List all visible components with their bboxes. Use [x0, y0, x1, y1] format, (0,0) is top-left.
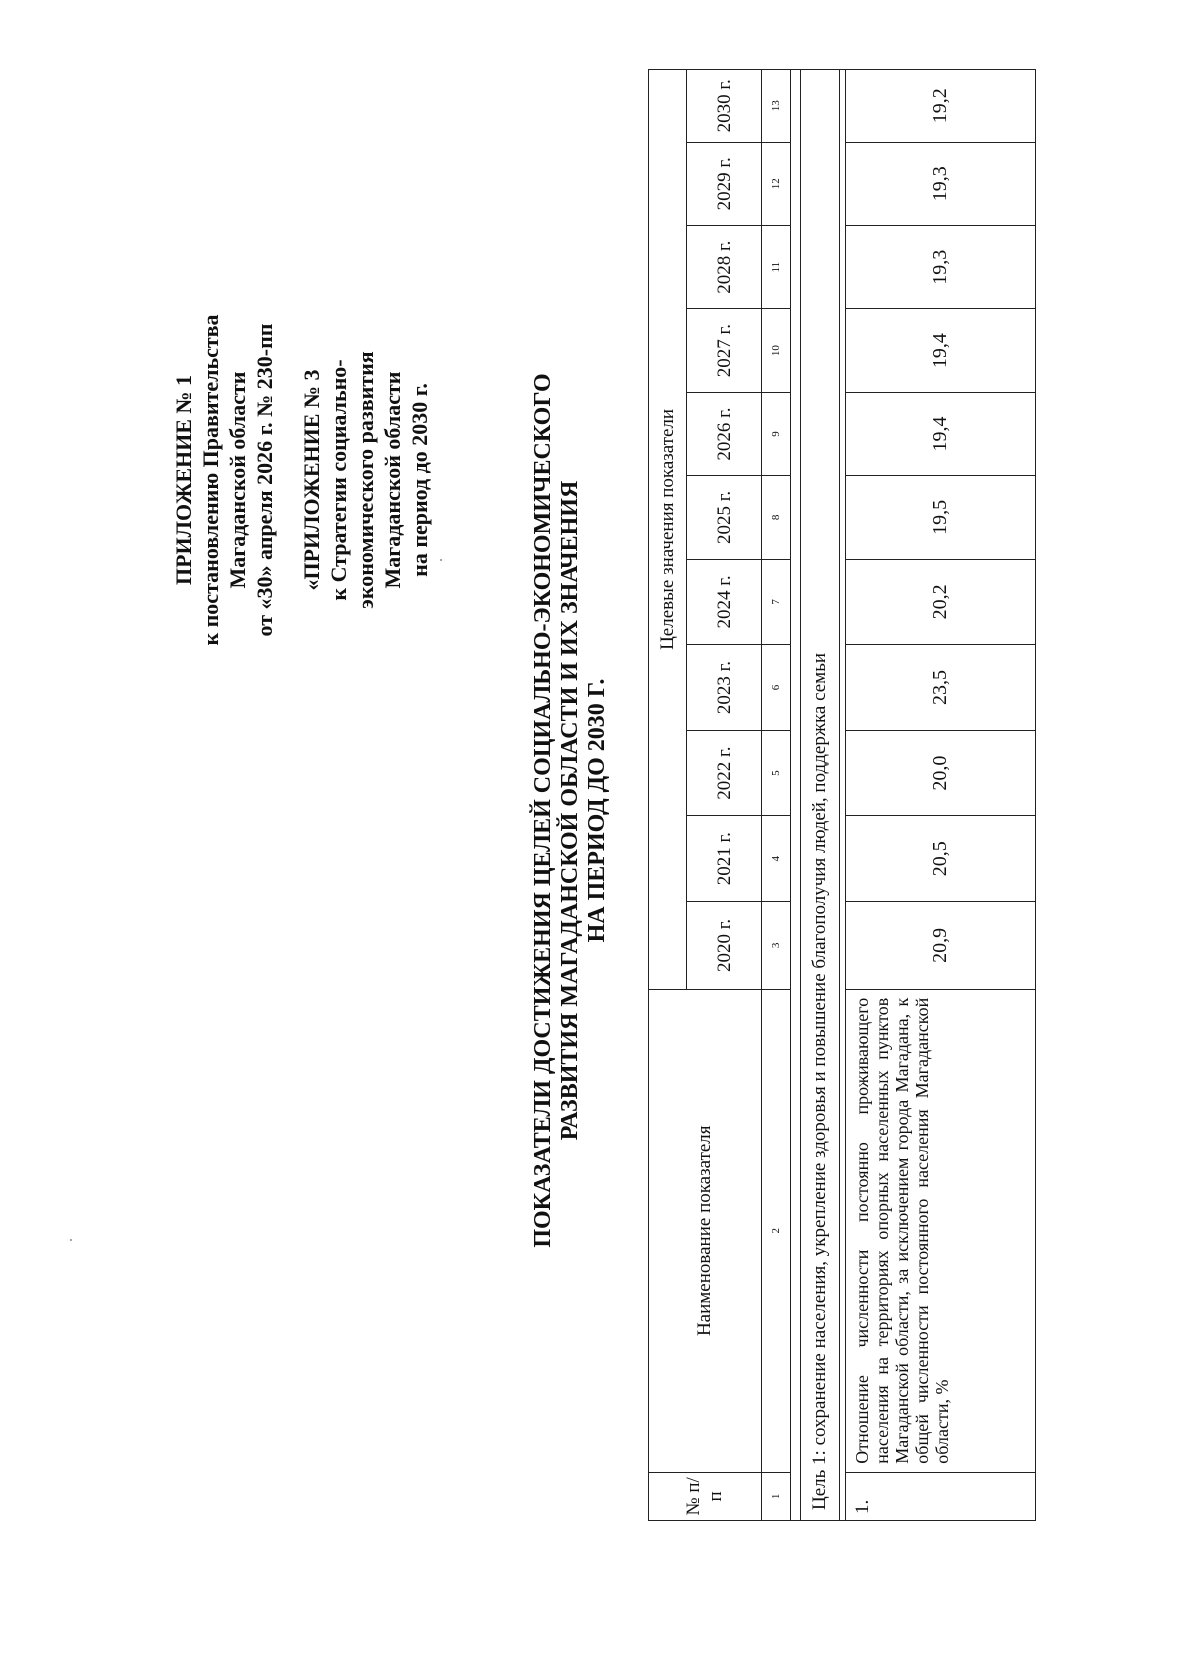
year-header: 2022 г.	[687, 730, 762, 816]
year-header: 2029 г.	[687, 142, 762, 225]
appendix-line: Магаданской области	[225, 371, 250, 589]
target-value: 23,5	[846, 645, 1036, 731]
title-line: НА ПЕРИОД ДО 2030 Г.	[584, 678, 610, 943]
column-number: 12	[762, 142, 791, 225]
column-number: 5	[762, 730, 791, 816]
scan-speck	[70, 1239, 72, 1241]
column-number: 7	[762, 559, 791, 645]
year-header: 2028 г.	[687, 226, 762, 309]
column-number: 3	[762, 902, 791, 990]
column-number: 9	[762, 392, 791, 475]
column-number: 10	[762, 309, 791, 392]
column-number: 8	[762, 476, 791, 559]
year-header: 2021 г.	[687, 816, 762, 902]
indicator-rows	[846, 70, 1036, 1521]
spacer-row	[791, 70, 801, 1521]
strategy-appendix-title: «ПРИЛОЖЕНИЕ № 3	[299, 369, 324, 591]
year-header: 2027 г.	[687, 309, 762, 392]
column-numbers-row	[762, 70, 791, 1521]
column-number: 4	[762, 816, 791, 902]
column-number: 1	[762, 1472, 791, 1520]
target-value: 20,5	[846, 816, 1036, 902]
strategy-appendix-line: экономического развития	[353, 351, 378, 609]
column-number: 13	[762, 70, 791, 143]
document-title	[530, 80, 611, 1541]
strategy-appendix-line: Магаданской области	[380, 371, 405, 589]
target-value: 20,9	[846, 902, 1036, 990]
target-value: 19,4	[846, 392, 1036, 475]
strategy-appendix-line: к Стратегии социально-	[326, 359, 351, 601]
year-header: 2026 г.	[687, 392, 762, 475]
target-value: 19,4	[846, 309, 1036, 392]
target-value: 19,3	[846, 142, 1036, 225]
header-target-values: Целевые значения показатели	[649, 70, 687, 990]
column-number: 6	[762, 645, 791, 731]
indicator-name: Отношение численности постоянно проживающего населения на территориях опорных населенных пунктов Магаданской области, за исключением города Магадана, к общей численности постоянного населения Магаданской области, %	[846, 989, 1036, 1472]
target-value: 19,5	[846, 476, 1036, 559]
appendix-line: от «30» апреля 2026 г. № 230-пп	[252, 323, 277, 637]
year-header: 2020 г.	[687, 902, 762, 990]
table-row	[846, 70, 1036, 1521]
year-header: 2030 г.	[687, 70, 762, 143]
goal-row: Цель 1: сохранение населения, укрепление здоровья и повышение благополучия людей, поддержка семьи	[801, 70, 840, 1521]
year-header: 2023 г.	[687, 645, 762, 731]
target-value: 20,0	[846, 730, 1036, 816]
target-value: 19,3	[846, 226, 1036, 309]
row-number: 1.	[846, 1472, 1036, 1520]
title-line: РАЗВИТИЯ МАГАДАНСКОЙ ОБЛАСТИ И ИХ ЗНАЧЕНИЯ	[557, 480, 583, 1141]
year-header: 2024 г.	[687, 559, 762, 645]
appendix-header	[170, 130, 433, 830]
strategy-appendix-line: на период до 2030 г.	[407, 383, 432, 577]
appendix-line: к постановлению Правительства	[198, 314, 223, 646]
header-indicator-name: Наименование показателя	[649, 989, 762, 1472]
target-value: 19,2	[846, 70, 1036, 143]
indicators-table	[648, 69, 1036, 1521]
header-number: № п/п	[649, 1472, 762, 1520]
title-line: ПОКАЗАТЕЛИ ДОСТИЖЕНИЯ ЦЕЛЕЙ СОЦИАЛЬНО-ЭКОНОМИЧЕСКОГО	[530, 373, 556, 1248]
column-number: 2	[762, 989, 791, 1472]
appendix-title: ПРИЛОЖЕНИЕ № 1	[171, 374, 196, 586]
year-header: 2025 г.	[687, 476, 762, 559]
target-value: 20,2	[846, 559, 1036, 645]
scan-speck	[440, 559, 442, 561]
column-number: 11	[762, 226, 791, 309]
